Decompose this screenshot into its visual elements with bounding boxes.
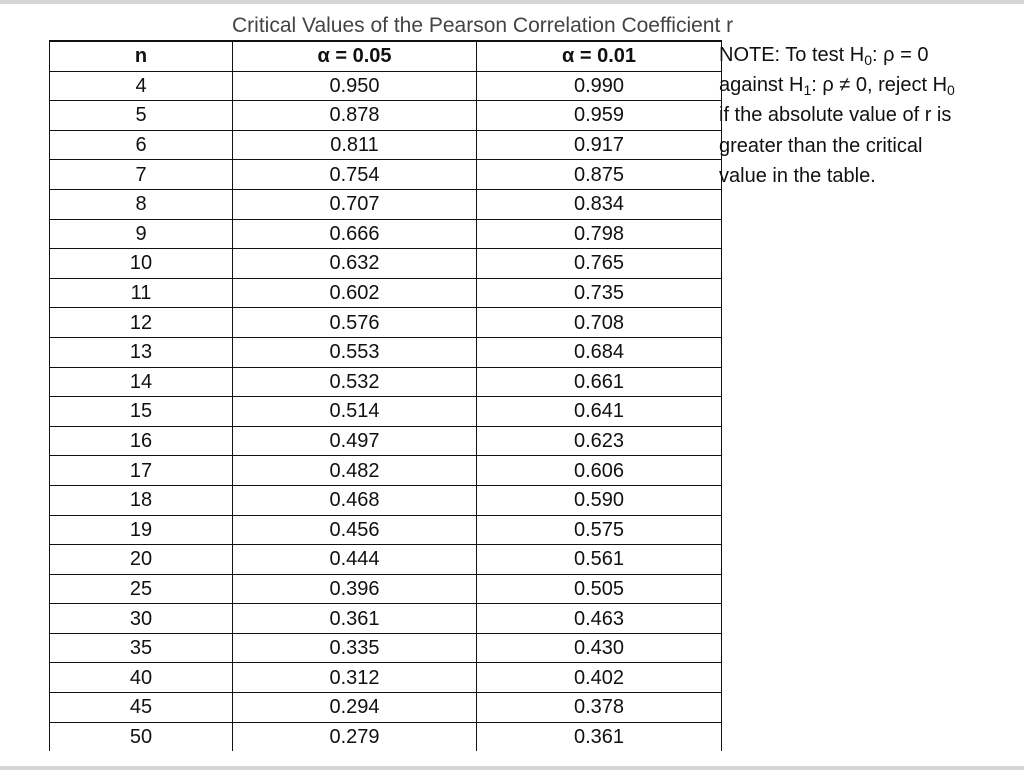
cell-alpha-005: 0.468: [233, 485, 477, 515]
cell-alpha-001: 0.684: [477, 337, 722, 367]
cell-n: 12: [50, 308, 233, 338]
table-row: [50, 219, 722, 249]
table-body: [50, 71, 722, 751]
cell-n: 6: [50, 130, 233, 160]
cell-alpha-005: 0.279: [233, 722, 477, 751]
cell-alpha-005: 0.707: [233, 189, 477, 219]
cell-n: 50: [50, 722, 233, 751]
cell-alpha-005: 0.878: [233, 101, 477, 131]
cell-alpha-001: 0.561: [477, 545, 722, 575]
cell-alpha-005: 0.811: [233, 130, 477, 160]
cell-alpha-001: 0.834: [477, 189, 722, 219]
table-row: [50, 426, 722, 456]
table-row: [50, 71, 722, 101]
top-border: [0, 0, 1024, 4]
table-row: [50, 515, 722, 545]
cell-alpha-001: 0.590: [477, 485, 722, 515]
column-header-alpha-001: α = 0.01: [477, 41, 722, 71]
cell-n: 17: [50, 456, 233, 486]
table-row: [50, 160, 722, 190]
note-subscript: 0: [864, 52, 873, 68]
table-row: [50, 367, 722, 397]
critical-values-table: [49, 40, 722, 751]
table-row: [50, 693, 722, 723]
cell-alpha-005: 0.444: [233, 545, 477, 575]
table-row: [50, 663, 722, 693]
column-header-n: n: [50, 41, 233, 71]
cell-n: 13: [50, 337, 233, 367]
cell-alpha-005: 0.312: [233, 663, 477, 693]
cell-alpha-001: 0.402: [477, 663, 722, 693]
cell-n: 16: [50, 426, 233, 456]
cell-alpha-001: 0.735: [477, 278, 722, 308]
table-header-row: [50, 41, 722, 71]
table-row: [50, 604, 722, 634]
cell-alpha-001: 0.623: [477, 426, 722, 456]
table-row: [50, 633, 722, 663]
cell-alpha-005: 0.396: [233, 574, 477, 604]
cell-alpha-005: 0.482: [233, 456, 477, 486]
note-line-4: greater than the critical: [719, 134, 923, 157]
cell-alpha-005: 0.602: [233, 278, 477, 308]
note-text: : ρ = 0: [872, 44, 929, 66]
cell-alpha-005: 0.361: [233, 604, 477, 634]
cell-n: 11: [50, 278, 233, 308]
cell-alpha-005: 0.754: [233, 160, 477, 190]
note-line-1: [719, 40, 1009, 70]
cell-alpha-001: 0.505: [477, 574, 722, 604]
table-row: [50, 545, 722, 575]
cell-n: 19: [50, 515, 233, 545]
cell-n: 40: [50, 663, 233, 693]
cell-alpha-001: 0.575: [477, 515, 722, 545]
table-row: [50, 278, 722, 308]
cell-n: 9: [50, 219, 233, 249]
cell-alpha-005: 0.456: [233, 515, 477, 545]
cell-alpha-005: 0.497: [233, 426, 477, 456]
cell-alpha-005: 0.576: [233, 308, 477, 338]
cell-alpha-001: 0.875: [477, 160, 722, 190]
column-header-alpha-005: α = 0.05: [233, 41, 477, 71]
cell-alpha-005: 0.514: [233, 397, 477, 427]
cell-alpha-001: 0.361: [477, 722, 722, 751]
cell-n: 25: [50, 574, 233, 604]
page-title: Critical Values of the Pearson Correlation Coefficient r: [232, 14, 734, 37]
cell-alpha-001: 0.708: [477, 308, 722, 338]
cell-alpha-005: 0.335: [233, 633, 477, 663]
cell-n: 15: [50, 397, 233, 427]
table-row: [50, 101, 722, 131]
cell-alpha-005: 0.666: [233, 219, 477, 249]
table-row: [50, 308, 722, 338]
cell-n: 30: [50, 604, 233, 634]
bottom-border: [0, 766, 1024, 770]
cell-n: 4: [50, 71, 233, 101]
cell-alpha-001: 0.661: [477, 367, 722, 397]
note-text: : ρ ≠ 0, reject H: [811, 74, 948, 97]
cell-alpha-005: 0.950: [233, 71, 477, 101]
cell-n: 35: [50, 633, 233, 663]
cell-alpha-005: 0.294: [233, 693, 477, 723]
cell-alpha-001: 0.606: [477, 456, 722, 486]
table-row: [50, 130, 722, 160]
note-line-2: [719, 70, 1009, 100]
cell-alpha-005: 0.553: [233, 337, 477, 367]
note-block: [719, 40, 1009, 191]
table-row: [50, 485, 722, 515]
cell-alpha-005: 0.632: [233, 249, 477, 279]
note-subscript: 1: [803, 82, 812, 99]
note-line-5: value in the table.: [719, 164, 876, 187]
cell-alpha-001: 0.959: [477, 101, 722, 131]
cell-n: 18: [50, 485, 233, 515]
cell-alpha-001: 0.430: [477, 633, 722, 663]
cell-alpha-001: 0.917: [477, 130, 722, 160]
table-row: [50, 574, 722, 604]
cell-alpha-001: 0.990: [477, 71, 722, 101]
note-text: NOTE: To test H: [719, 44, 865, 66]
cell-alpha-001: 0.798: [477, 219, 722, 249]
table-row: [50, 189, 722, 219]
cell-n: 5: [50, 101, 233, 131]
note-subscript: 0: [947, 82, 955, 99]
table-row: [50, 397, 722, 427]
cell-alpha-001: 0.641: [477, 397, 722, 427]
cell-alpha-001: 0.378: [477, 693, 722, 723]
table-row: [50, 722, 722, 751]
cell-alpha-001: 0.463: [477, 604, 722, 634]
cell-n: 10: [50, 249, 233, 279]
cell-alpha-005: 0.532: [233, 367, 477, 397]
note-text: against H: [719, 74, 804, 97]
cell-n: 8: [50, 189, 233, 219]
cell-alpha-001: 0.765: [477, 249, 722, 279]
note-line-3: if the absolute value of r is: [719, 104, 952, 127]
table-row: [50, 249, 722, 279]
cell-n: 45: [50, 693, 233, 723]
table-row: [50, 337, 722, 367]
cell-n: 7: [50, 160, 233, 190]
table-row: [50, 456, 722, 486]
cell-n: 14: [50, 367, 233, 397]
cell-n: 20: [50, 545, 233, 575]
